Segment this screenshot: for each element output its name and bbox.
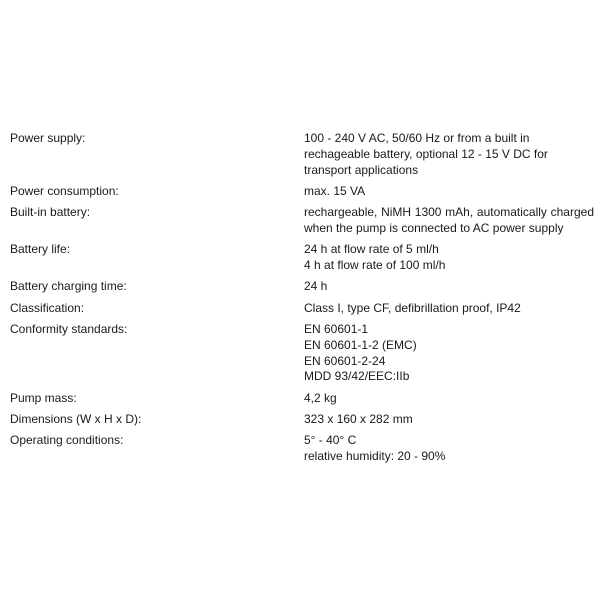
spec-value-line: max. 15 VA xyxy=(304,183,366,198)
spec-value-line: 5° - 40° C xyxy=(304,433,357,448)
spec-value-line: EN 60601-1 xyxy=(304,321,369,336)
spec-value-line: 24 h xyxy=(304,279,328,294)
spec-label: Operating conditions: xyxy=(10,433,124,448)
spec-value-paragraph: rechargeable, NiMH 1300 mAh, automatically charged when the pump is connected to AC power supply xyxy=(304,205,594,235)
spec-label: Power consumption: xyxy=(10,183,119,198)
spec-value xyxy=(304,279,594,300)
spec-value-line: 24 h at flow rate of 5 ml/h xyxy=(304,242,439,257)
spec-value xyxy=(304,184,594,205)
spec-label: Pump mass: xyxy=(10,390,77,405)
spec-value-line: EN 60601-2-24 xyxy=(304,353,386,368)
spec-value-line: Class I, type CF, defibrillation proof, IP42 xyxy=(304,300,521,315)
spec-value-line: MDD 93/42/EEC:IIb xyxy=(304,369,410,384)
spec-label: Built-in battery: xyxy=(10,205,91,220)
spec-value-line: rechageable battery, optional 12 - 15 V DC for xyxy=(304,146,548,161)
spec-value xyxy=(304,412,594,433)
spec-value xyxy=(304,322,594,391)
spec-value xyxy=(304,391,594,412)
spec-row-conformity-standards xyxy=(10,322,594,391)
spec-value xyxy=(304,433,594,470)
spec-row-classification xyxy=(10,301,594,322)
spec-row-pump-mass xyxy=(10,391,594,412)
spec-value-line: relative humidity: 20 - 90% xyxy=(304,449,446,464)
spec-value xyxy=(304,242,594,279)
spec-label: Battery life: xyxy=(10,242,71,257)
spec-value xyxy=(304,131,594,184)
spec-label: Power supply: xyxy=(10,131,86,145)
spec-row-operating-conditions xyxy=(10,433,594,470)
spec-label: Battery charging time: xyxy=(10,279,127,294)
specifications-table xyxy=(10,131,594,470)
spec-value-line: transport applications xyxy=(304,162,419,177)
spec-row-battery-life xyxy=(10,242,594,279)
spec-value-line: 4,2 kg xyxy=(304,390,337,405)
spec-value-line: 323 x 160 x 282 mm xyxy=(304,411,413,426)
spec-value-line: 100 - 240 V AC, 50/60 Hz or from a built in xyxy=(304,131,530,145)
spec-value xyxy=(304,301,594,322)
spec-value-line: EN 60601-1-2 (EMC) xyxy=(304,337,417,352)
spec-row-battery-charging-time xyxy=(10,279,594,300)
spec-row-dimensions xyxy=(10,412,594,433)
spec-label: Dimensions (W x H x D): xyxy=(10,411,142,426)
spec-label: Classification: xyxy=(10,300,85,315)
spec-row-built-in-battery xyxy=(10,205,594,242)
spec-row-power-consumption xyxy=(10,184,594,205)
spec-label: Conformity standards: xyxy=(10,321,128,336)
spec-row-power-supply xyxy=(10,131,594,184)
spec-value-line: 4 h at flow rate of 100 ml/h xyxy=(304,258,446,273)
